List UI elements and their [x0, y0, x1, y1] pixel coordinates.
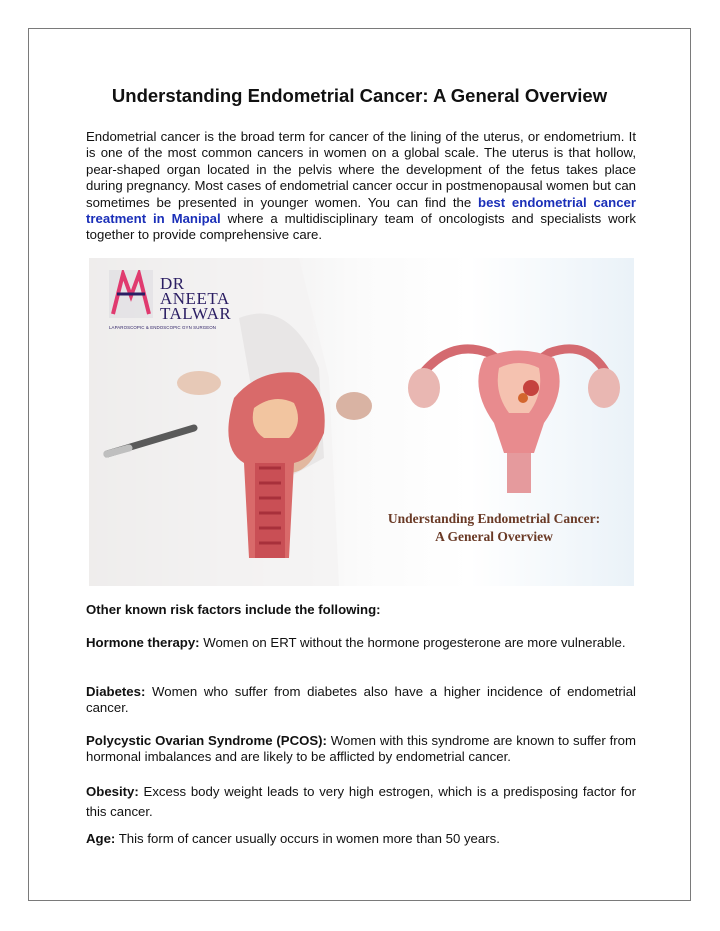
risk-item-age: [86, 831, 636, 847]
risk-label: Diabetes:: [86, 684, 146, 699]
risk-text: Women with this syndrome are known to suffer from hormonal imbalances and are likely to be afflicted by endometrial cancer.: [86, 733, 636, 765]
risk-label: Obesity:: [86, 784, 139, 799]
intro-text-1: Endometrial cancer is the broad term for cancer of the lining of the uterus, or endometrium. It is one of the most common cancers in women on a global scale. The uterus is that hollow, pear-shaped organ located in the pelvis where the development of the fetus takes place during pregnancy. Most cases of endometrial cancer occur in postmenopausal women but can sometimes be presented in younger women. You can find the: [86, 129, 636, 210]
treatment-link[interactable]: best endometrial cancer treatment in Manipal: [86, 194, 636, 227]
risk-item-obesity: [86, 782, 636, 822]
risk-text: This form of cancer usually occurs in women more than 50 years.: [115, 831, 500, 846]
risk-text: Excess body weight leads to very high estrogen, which is a predisposing factor for this cancer.: [86, 784, 636, 819]
image-caption-line-1: Understanding Endometrial Cancer:: [387, 511, 601, 526]
document-page: [28, 28, 691, 901]
risk-label: Age:: [86, 831, 116, 846]
hero-image: [89, 258, 634, 586]
risk-item-pcos: [86, 733, 636, 766]
document-title: Understanding Endometrial Cancer: A General Overview: [111, 85, 608, 106]
image-caption-line-2: A General Overview: [435, 529, 553, 544]
risk-text: Women on ERT without the hormone progesterone are more vulnerable.: [199, 635, 626, 650]
risk-label: Polycystic Ovarian Syndrome (PCOS):: [86, 733, 327, 748]
intro-paragraph: [86, 129, 636, 244]
risk-item-diabetes: [86, 684, 636, 717]
intro-text-2: where a multidisciplinary team of oncologists and specialists work together to provide comprehensive care.: [86, 211, 636, 243]
risk-label: Hormone therapy:: [86, 635, 200, 650]
risk-text: Women who suffer from diabetes also have a higher incidence of endometrial cancer.: [86, 684, 636, 716]
risk-item-hormone: [86, 635, 636, 651]
logo-wordmark: DR ANEETA TALWAR: [160, 274, 232, 323]
logo-subtitle: LAPAROSCOPIC & ENDOSCOPIC GYN SURGEON: [109, 325, 217, 330]
image-caption: [369, 510, 619, 546]
logo-mark-icon: [109, 270, 153, 318]
risk-factors-heading: Other known risk factors include the following:: [86, 602, 381, 617]
